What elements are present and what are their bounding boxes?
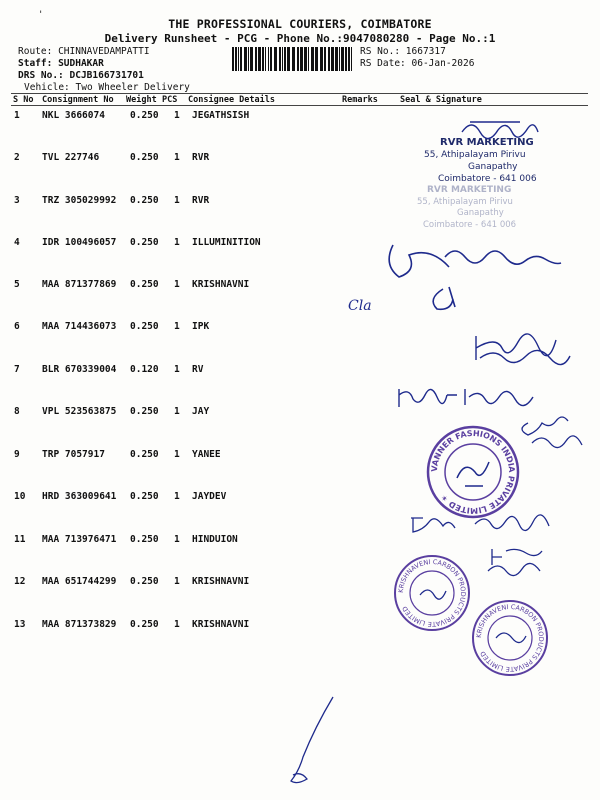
rs-no-label: RS No.: xyxy=(360,46,401,57)
row-weight: 0.250 xyxy=(130,449,159,460)
row-sno: 1 xyxy=(14,110,20,121)
barcode-bar xyxy=(300,47,303,71)
row-weight: 0.250 xyxy=(130,152,159,163)
svg-text:RVR MARKETING: RVR MARKETING xyxy=(427,185,512,195)
barcode-bar xyxy=(262,47,264,71)
rvr-stamp-faint xyxy=(415,183,545,233)
krishnaveni-seal-1 xyxy=(392,553,472,633)
svg-text:KRISHNAVENI CARBON PRODUCTS PR: KRISHNAVENI CARBON PRODUCTS PRIVATE LIMITED xyxy=(396,557,468,629)
row-consignee: ILLUMINITION xyxy=(192,237,261,248)
barcode-bar xyxy=(258,47,261,71)
barcode-bar xyxy=(345,47,347,71)
row-sno: 11 xyxy=(14,534,26,545)
barcode-bar xyxy=(232,47,234,71)
row-weight: 0.250 xyxy=(130,619,159,630)
rs-date-value: 06-Jan-2026 xyxy=(411,58,475,69)
barcode-bar xyxy=(320,47,323,71)
barcode-bar xyxy=(240,47,242,71)
barcode-bar xyxy=(292,47,295,71)
route-value: CHINNAVEDAMPATTI xyxy=(58,46,150,57)
barcode-bar xyxy=(324,47,326,71)
drs-label: DRS No.: xyxy=(18,70,64,81)
row-consignment: MAA 871377869 xyxy=(42,279,117,290)
barcode-bar xyxy=(315,47,318,71)
row-sno: 2 xyxy=(14,152,20,163)
row-consignee: RV xyxy=(192,364,204,375)
row-pcs: 1 xyxy=(174,449,180,460)
row-consignment: MAA 713976471 xyxy=(42,534,117,545)
barcode-bar xyxy=(279,47,281,71)
drs-line xyxy=(18,70,144,81)
row-pcs: 1 xyxy=(174,152,180,163)
barcode-bar xyxy=(351,47,352,71)
barcode-bar xyxy=(341,47,344,71)
page-title: THE PROFESSIONAL COURIERS, COIMBATORE xyxy=(168,17,432,31)
krishnaveni-seal-2 xyxy=(470,598,550,678)
barcode-bar xyxy=(255,47,257,71)
row-pcs: 1 xyxy=(174,279,180,290)
row-pcs: 1 xyxy=(174,619,180,630)
route-label: Route: xyxy=(18,46,53,57)
row-pcs: 1 xyxy=(174,321,180,332)
row-consignment: VPL 523563875 xyxy=(42,406,117,417)
signature-row8 xyxy=(518,413,598,453)
row-weight: 0.250 xyxy=(130,195,159,206)
staff-label: Staff: xyxy=(18,58,53,69)
page-subtitle: Delivery Runsheet - PCG - Phone No.:9047080280 - Page No.:1 xyxy=(104,32,496,45)
barcode-bar xyxy=(235,47,237,71)
row-sno: 6 xyxy=(14,321,20,332)
row-consignee: KRISHNAVNI xyxy=(192,619,250,630)
row-consignment: NKL 3666074 xyxy=(42,110,105,121)
row-sno: 12 xyxy=(14,576,26,587)
vanner-seal xyxy=(425,424,521,520)
barcode-bar xyxy=(348,47,350,71)
staff-line xyxy=(18,58,104,69)
rvr-stamp-title: RVR MARKETING xyxy=(440,137,534,148)
row-consignee: HINDUION xyxy=(192,534,238,545)
vehicle-label: Vehicle: xyxy=(24,82,70,93)
row-weight: 0.250 xyxy=(130,321,159,332)
vehicle-value: Two Wheeler Delivery xyxy=(75,82,190,93)
barcode-bar xyxy=(238,47,239,71)
row-consignee: RVR xyxy=(192,195,210,206)
col-weight: Weight xyxy=(126,95,157,105)
svg-text:VANNER FASHIONS INDIA PRIVATE: VANNER FASHIONS INDIA PRIVATE LIMITED ✶ xyxy=(429,428,517,516)
row-sno: 8 xyxy=(14,406,20,417)
rs-date-label: RS Date: xyxy=(360,58,406,69)
row-pcs: 1 xyxy=(174,406,180,417)
row-sno: 4 xyxy=(14,237,20,248)
vehicle-line xyxy=(24,82,190,93)
row-pcs: 1 xyxy=(174,491,180,502)
row-consignment: BLR 670339004 xyxy=(42,364,117,375)
row-consignment: IDR 100496057 xyxy=(42,237,117,248)
barcode-bar xyxy=(304,47,307,71)
row-consignment: HRD 363009641 xyxy=(42,491,117,502)
rs-date-line xyxy=(360,58,474,69)
row-sno: 9 xyxy=(14,449,20,460)
barcode-bar xyxy=(311,47,314,71)
signature-row1 xyxy=(460,114,550,144)
barcode-bar xyxy=(282,47,283,71)
barcode-bar xyxy=(268,47,269,71)
drs-value: DCJB166731701 xyxy=(69,70,144,81)
staff-value: SUDHAKAR xyxy=(58,58,104,69)
row-consignee: JEGATHSISH xyxy=(192,110,250,121)
corner-mark: ' xyxy=(38,10,44,20)
col-pcs: PCS xyxy=(162,95,178,105)
row-consignee: RVR xyxy=(192,152,210,163)
row-pcs: 1 xyxy=(174,364,180,375)
barcode-bar xyxy=(274,47,277,71)
row-consignee: KRISHNAVNI xyxy=(192,576,250,587)
rvr-stamp-line3: Ganapathy xyxy=(468,162,518,172)
row-consignment: MAA 714436073 xyxy=(42,321,117,332)
barcode-bar xyxy=(250,47,253,71)
signature-row6 xyxy=(470,330,580,370)
col-remarks: Remarks xyxy=(342,95,378,105)
row-pcs: 1 xyxy=(174,110,180,121)
col-consignment: Consignment No xyxy=(42,95,114,105)
barcode-bar xyxy=(328,47,330,71)
row-sno: 13 xyxy=(14,619,26,630)
row-sno: 5 xyxy=(14,279,20,290)
header-rule-bottom xyxy=(11,105,588,106)
row-weight: 0.120 xyxy=(130,364,159,375)
row-consignment: TRP 7057917 xyxy=(42,449,105,460)
signature-row5 xyxy=(385,235,585,285)
row-weight: 0.250 xyxy=(130,534,159,545)
signature-row7 xyxy=(395,385,555,411)
col-consignee: Consignee Details xyxy=(188,95,275,105)
barcode-bar xyxy=(339,47,340,71)
row-consignment: MAA 651744299 xyxy=(42,576,117,587)
svg-text:Ganapathy: Ganapathy xyxy=(457,208,504,218)
route-line xyxy=(18,46,150,57)
row-weight: 0.250 xyxy=(130,279,159,290)
row-pcs: 1 xyxy=(174,195,180,206)
row-weight: 0.250 xyxy=(130,576,159,587)
row-consignee: YANEE xyxy=(192,449,221,460)
row-sno: 7 xyxy=(14,364,20,375)
rs-no-line xyxy=(360,46,446,57)
row-consignee: IPK xyxy=(192,321,210,332)
barcode xyxy=(231,47,355,71)
barcode-bar xyxy=(287,47,290,71)
barcode-bar xyxy=(248,47,249,71)
signature-row6-mark xyxy=(425,285,465,315)
svg-text:Coimbatore - 641 006: Coimbatore - 641 006 xyxy=(423,220,517,230)
svg-text:KRISHNAVENI CARBON PRODUCTS PR: KRISHNAVENI CARBON PRODUCTS PRIVATE LIMITED xyxy=(474,602,546,674)
row-consignee: JAYDEV xyxy=(192,491,227,502)
barcode-bars xyxy=(231,47,355,71)
rvr-stamp-line4: Coimbatore - 641 006 xyxy=(438,174,537,184)
barcode-bar xyxy=(265,47,266,71)
row-weight: 0.250 xyxy=(130,110,159,121)
row-consignment: TVL 227746 xyxy=(42,152,100,163)
row-weight: 0.250 xyxy=(130,237,159,248)
barcode-bar xyxy=(244,47,247,71)
barcode-bar xyxy=(308,47,309,71)
col-sno: S No xyxy=(13,95,34,105)
row-pcs: 1 xyxy=(174,576,180,587)
row-pcs: 1 xyxy=(174,237,180,248)
barcode-bar xyxy=(270,47,272,71)
row-sno: 3 xyxy=(14,195,20,206)
col-seal: Seal & Signature xyxy=(400,95,482,105)
row-consignment: TRZ 305029992 xyxy=(42,195,117,206)
row-consignment: MAA 871373829 xyxy=(42,619,117,630)
svg-text:55, Athipalayam Pirivu: 55, Athipalayam Pirivu xyxy=(417,197,513,207)
row-consignee: KRISHNAVNI xyxy=(192,279,250,290)
row-pcs: 1 xyxy=(174,534,180,545)
barcode-bar xyxy=(335,47,338,71)
rvr-stamp-line2: 55, Athipalayam Pirivu xyxy=(424,150,526,160)
header-rule-top xyxy=(11,93,588,94)
barcode-bar xyxy=(297,47,299,71)
signature-bottom xyxy=(285,695,345,795)
rs-no-value: 1667317 xyxy=(405,46,446,57)
barcode-bar xyxy=(331,47,334,71)
remark-row5: Cla xyxy=(348,298,372,314)
row-weight: 0.250 xyxy=(130,491,159,502)
row-weight: 0.250 xyxy=(130,406,159,417)
row-consignee: JAY xyxy=(192,406,210,417)
row-sno: 10 xyxy=(14,491,26,502)
signature-row11 xyxy=(480,545,560,579)
barcode-bar xyxy=(284,47,286,71)
